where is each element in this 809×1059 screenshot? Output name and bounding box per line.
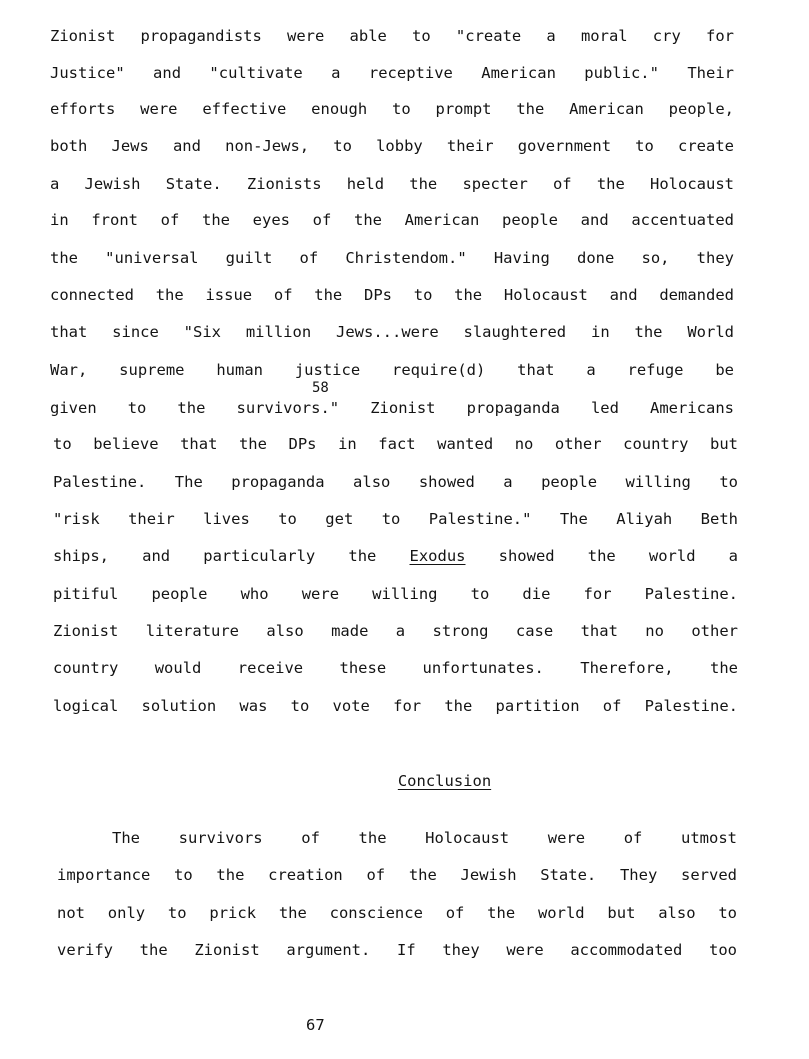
text-segment: ships, and particularly the xyxy=(53,547,410,565)
text-line: not only to prick the conscience of the world but also to xyxy=(57,904,737,922)
page-number: 67 xyxy=(306,1016,325,1034)
text-line: Justice" and "cultivate a receptive American public." Their xyxy=(50,64,734,82)
text-line: Palestine. The propaganda also showed a people willing to xyxy=(53,473,738,491)
text-line: The survivors of the Holocaust were of utmost xyxy=(112,829,737,847)
text-line: in front of the eyes of the American people and accentuated xyxy=(50,211,734,229)
text-line: connected the issue of the DPs to the Holocaust and demanded xyxy=(50,286,734,304)
footnote-marker: 58 xyxy=(312,380,329,396)
text-line: that since "Six million Jews...were slaughtered in the World xyxy=(50,323,734,341)
text-line: to believe that the DPs in fact wanted no other country but xyxy=(53,435,738,453)
text-line: efforts were effective enough to prompt the American people, xyxy=(50,100,734,118)
text-line: Zionist propagandists were able to "create a moral cry for xyxy=(50,27,734,45)
text-line: verify the Zionist argument. If they were accommodated too xyxy=(57,941,737,959)
text-line: War, supreme human justice require(d) that a refuge be xyxy=(50,361,734,379)
text-line: pitiful people who were willing to die for Palestine. xyxy=(53,585,738,603)
text-line: both Jews and non-Jews, to lobby their government to create xyxy=(50,137,734,155)
text-line-with-title xyxy=(53,545,738,567)
text-segment: showed the world a xyxy=(465,547,738,565)
text-line: a Jewish State. Zionists held the specter of the Holocaust xyxy=(50,175,734,193)
text-line: "risk their lives to get to Palestine." The Aliyah Beth xyxy=(53,510,738,528)
text-line: logical solution was to vote for the partition of Palestine. xyxy=(53,697,738,715)
text-line: country would receive these unfortunates. Therefore, the xyxy=(53,659,738,677)
text-line: given to the survivors." Zionist propaganda led Americans xyxy=(50,399,734,417)
text-line: importance to the creation of the Jewish State. They served xyxy=(57,866,737,884)
section-heading xyxy=(0,770,809,792)
book-title-exodus: Exodus xyxy=(409,547,466,565)
text-line: the "universal guilt of Christendom." Having done so, they xyxy=(50,249,734,267)
text-line: Zionist literature also made a strong case that no other xyxy=(53,622,738,640)
section-heading-text: Conclusion xyxy=(397,772,492,790)
